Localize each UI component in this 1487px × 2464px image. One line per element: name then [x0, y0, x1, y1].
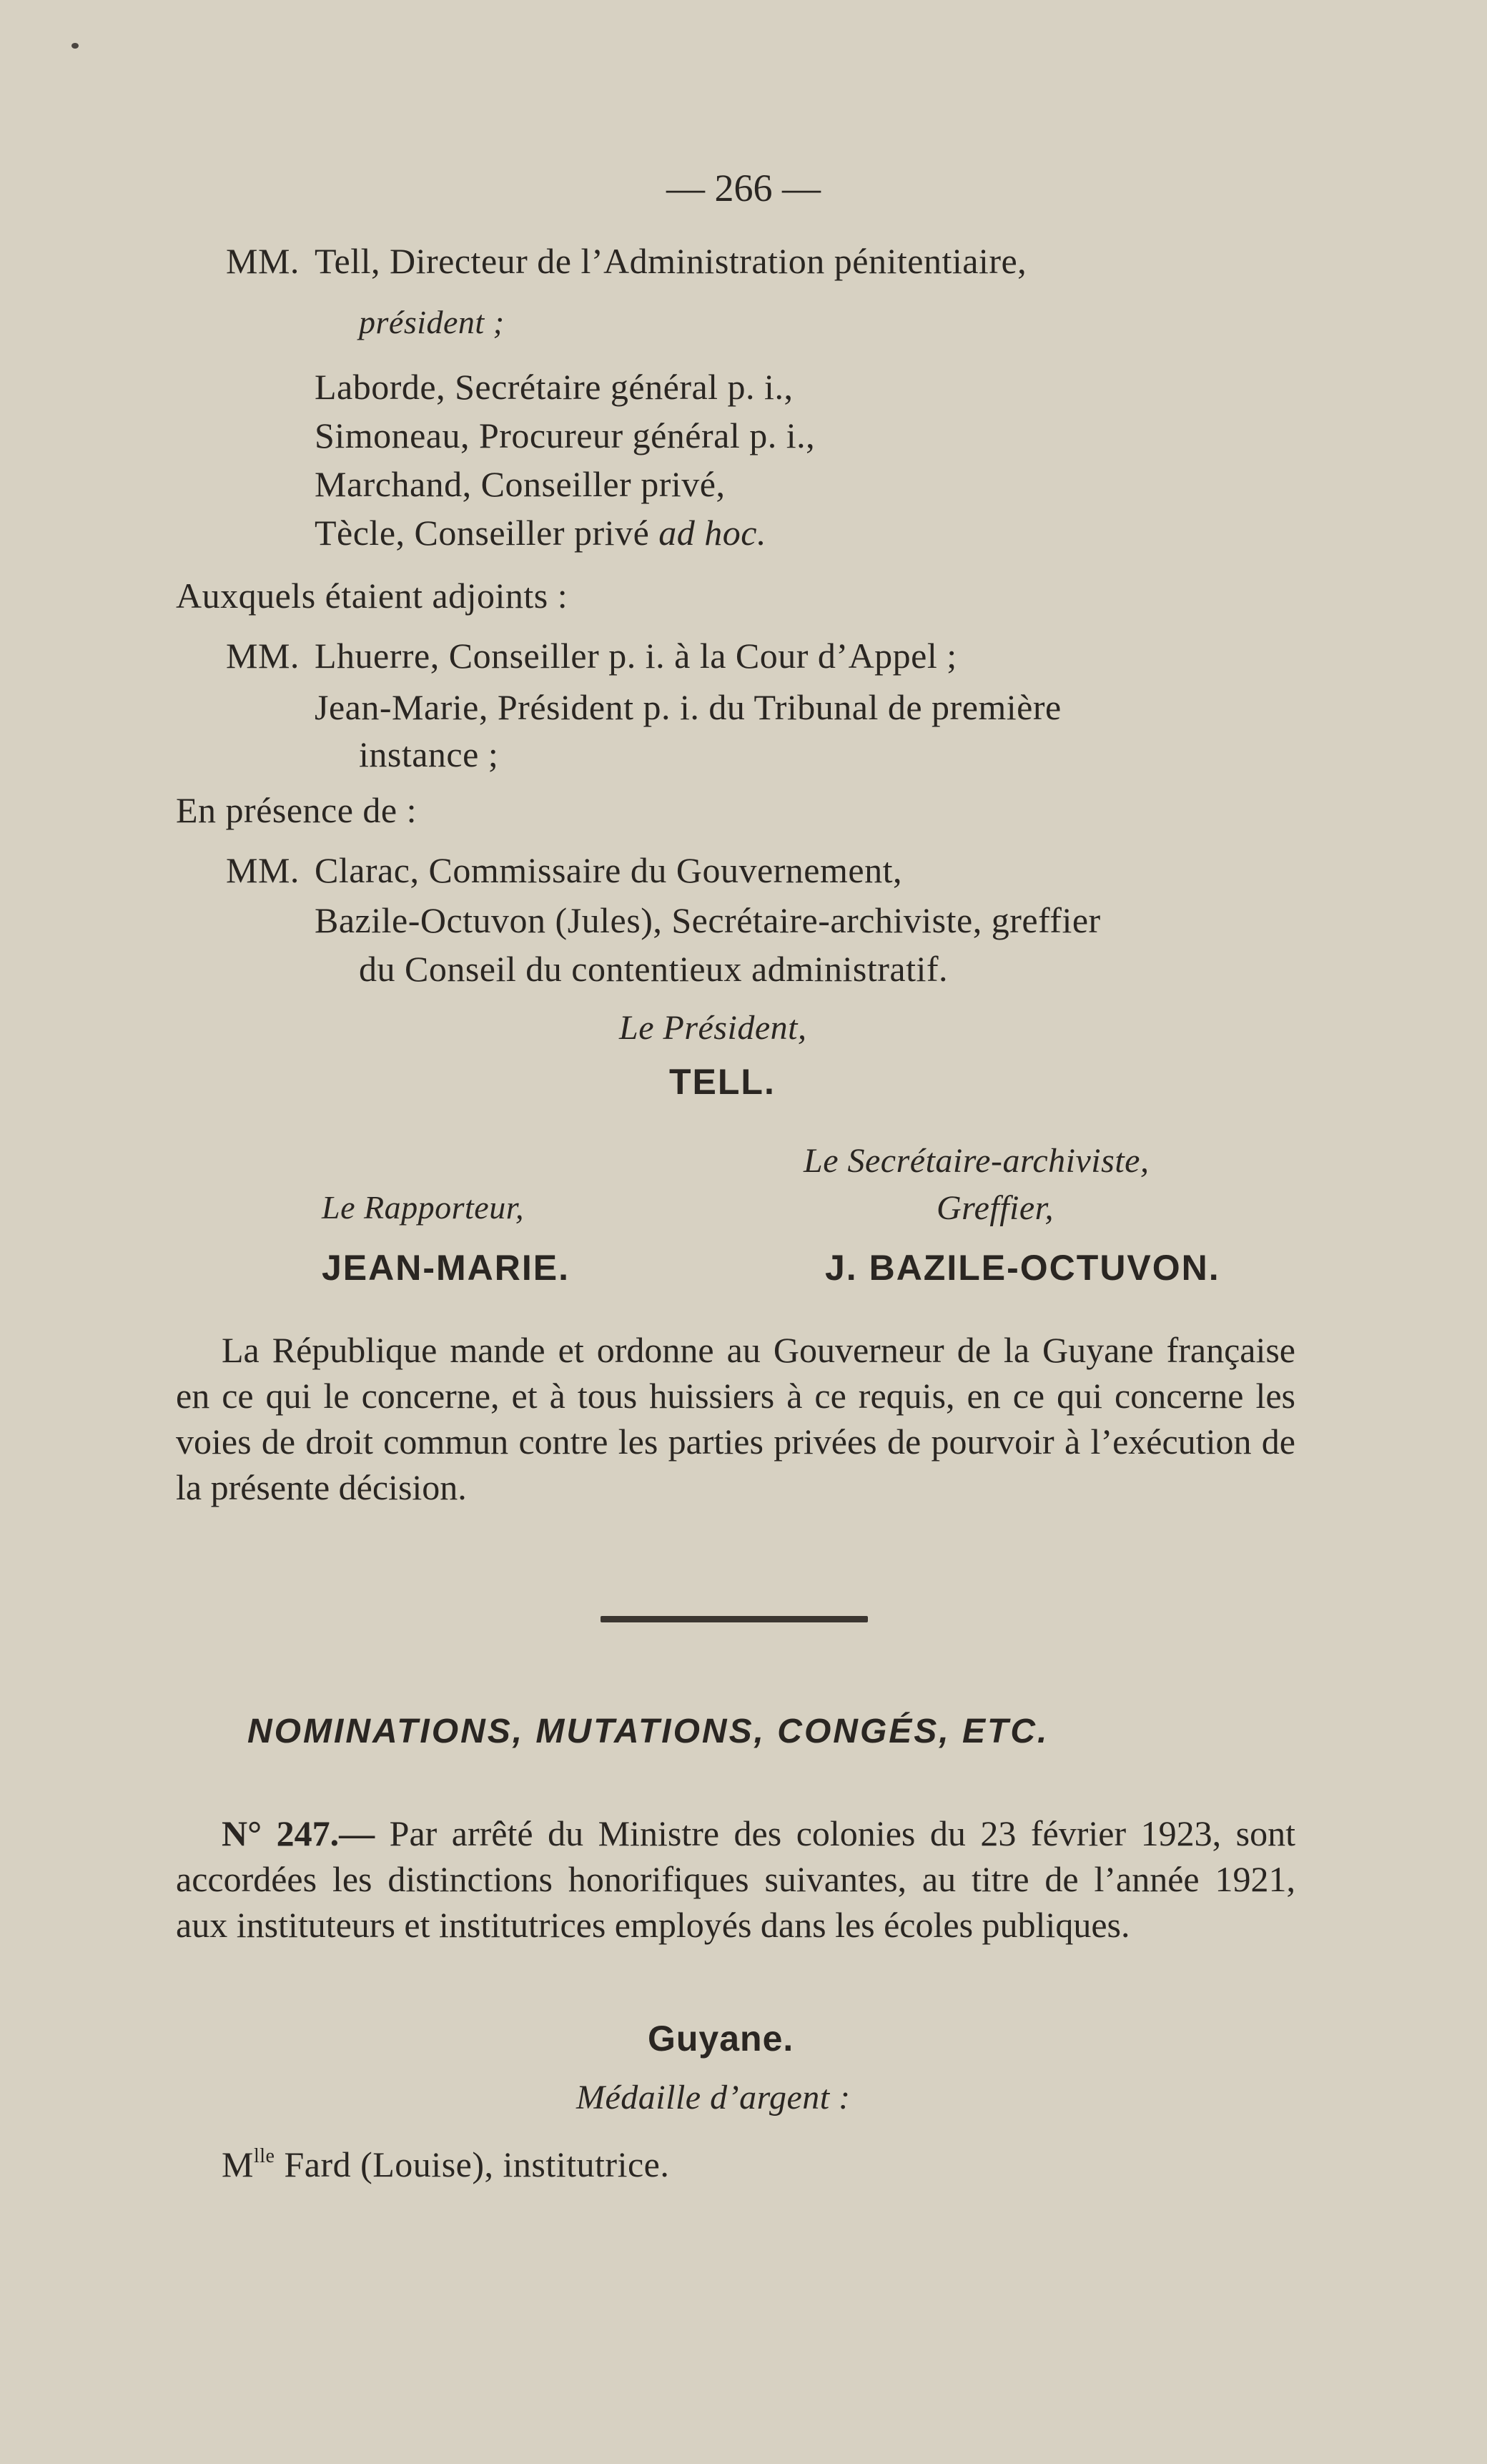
presence-clarac: Clarac, Commissaire du Gouvernement,: [315, 850, 902, 890]
execution-paragraph: La République mande et ordonne au Gouverneur de la Guyane française en ce qui le concerne, et à tous huissiers à ce requis, en ce qui concerne les voies de droit commun contre les parties privées de pourvoir à l’exécution de la présente décision.: [176, 1330, 1295, 1507]
rapporteur-name: JEAN-MARIE.: [322, 1248, 570, 1288]
greffier-title: Greffier,: [937, 1189, 1054, 1227]
member-marchand: Marchand, Conseiller privé,: [315, 464, 726, 504]
adjoints-intro: Auxquels étaient adjoints :: [176, 576, 568, 616]
mm-label: MM.: [226, 241, 300, 281]
honoree-line: [222, 2144, 670, 2184]
section-heading: NOMINATIONS, MUTATIONS, CONGÉS, ETC.: [247, 1713, 1049, 1750]
president-role: président ;: [359, 304, 505, 340]
member-tecle-adhoc: ad hoc.: [658, 513, 766, 553]
rapporteur-title: Le Rapporteur,: [322, 1189, 524, 1226]
secretaire-title: Le Secrétaire-archiviste,: [804, 1142, 1150, 1180]
honoree-name: Fard (Louise), institutrice.: [275, 2144, 670, 2184]
presence-bazile: Bazile-Octuvon (Jules), Secrétaire-archiviste, greffier: [315, 900, 1101, 940]
entry-number: N° 247.—: [222, 1813, 375, 1853]
honoree-sup: lle: [253, 2145, 275, 2167]
medal-heading: Médaille d’argent :: [576, 2079, 851, 2116]
region-heading: Guyane.: [648, 2019, 794, 2059]
president-name: TELL.: [669, 1062, 776, 1102]
entry-text: Par arrêté du Ministre des colonies du 23 février 1923, sont accordées les distinctions honorifiques suivantes, au titre de l’année 1921, aux instituteurs et institutrices employés dans les écoles publiques.: [176, 1813, 1295, 1945]
section-separator: [601, 1616, 868, 1622]
president-title: Le Président,: [619, 1009, 807, 1047]
presence-mm: MM.: [226, 850, 300, 890]
tell-line: Tell, Directeur de l’Administration pénitentiaire,: [315, 241, 1027, 281]
presence-bazile-cont: du Conseil du contentieux administratif.: [359, 949, 949, 989]
member-laborde: Laborde, Secrétaire général p. i.,: [315, 367, 794, 407]
secretaire-name: J. BAZILE-OCTUVON.: [825, 1248, 1220, 1288]
entry-paragraph: [176, 1810, 1295, 1948]
adjoint-lhuerre: Lhuerre, Conseiller p. i. à la Cour d’Appel ;: [315, 636, 957, 676]
member-tecle-main: Tècle, Conseiller privé: [315, 513, 659, 553]
adjoint-jean-marie: Jean-Marie, Président p. i. du Tribunal de première: [315, 687, 1062, 727]
member-tecle: [315, 515, 766, 551]
honoree-prefix: M: [222, 2144, 254, 2184]
ink-speck: [71, 43, 79, 49]
adjoints-mm: MM.: [226, 636, 300, 676]
adjoint-jean-marie-cont: instance ;: [359, 734, 499, 774]
presence-intro: En présence de :: [176, 790, 418, 830]
page-number: — 266 —: [666, 167, 821, 210]
member-simoneau: Simoneau, Procureur général p. i.,: [315, 415, 816, 455]
